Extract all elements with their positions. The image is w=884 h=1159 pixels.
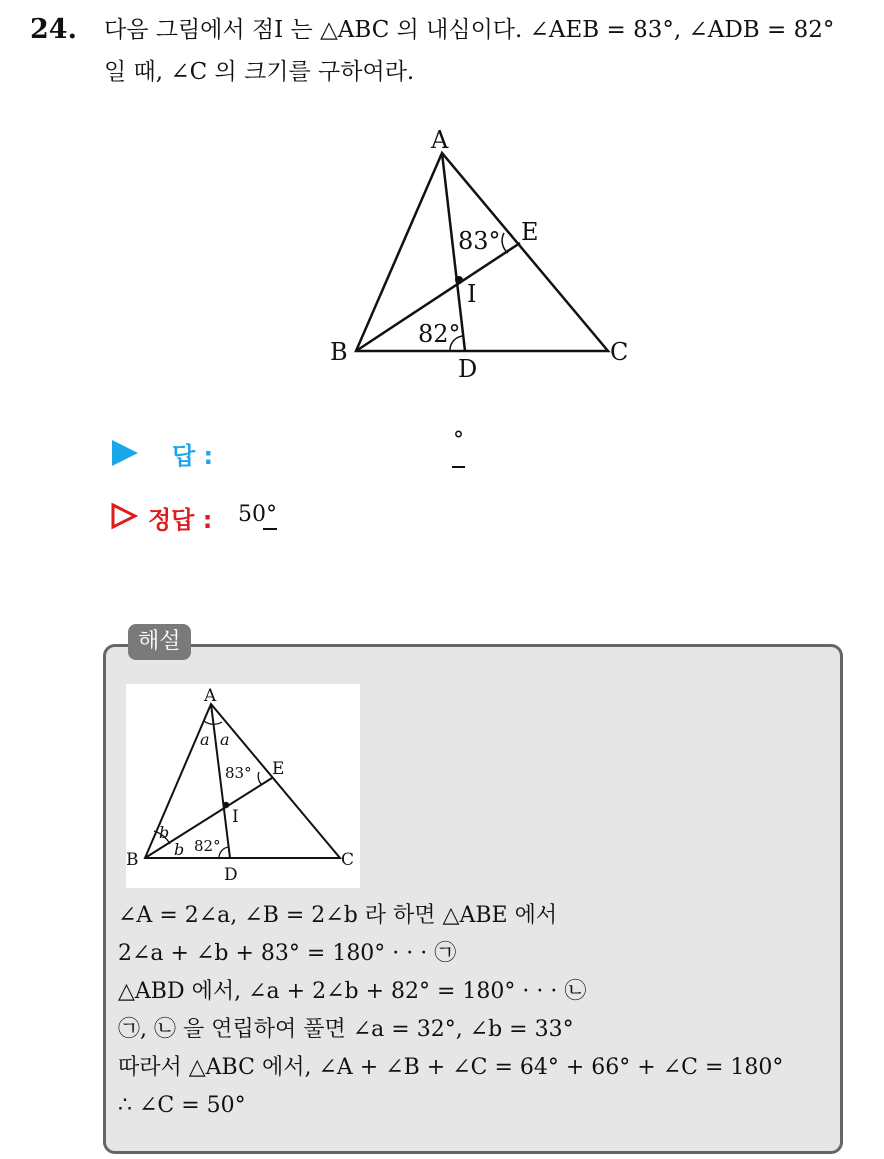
solution-line-6: ∴ ∠C = 50° — [118, 1093, 246, 1118]
sol-label-a-right: a — [220, 730, 230, 749]
label-e: E — [521, 218, 539, 246]
sol-label-e: E — [272, 759, 285, 779]
sol-label-b-upper: b — [159, 823, 170, 842]
sol-label-a: A — [204, 686, 217, 706]
label-b: B — [330, 338, 348, 366]
label-angle-aeb: 83° — [458, 227, 501, 255]
solution-triangle-figure — [126, 684, 360, 888]
answer-unit: ° — [453, 428, 464, 453]
solution-arc-angle-aeb — [258, 772, 262, 785]
solution-line-3: △ABD 에서, ∠a + 2∠b + 82° = 180° · · · ㉡ — [118, 979, 587, 1004]
incenter-point — [455, 276, 463, 284]
outline-arrow-icon — [110, 502, 138, 530]
sol-label-b: B — [126, 850, 139, 870]
solution-incenter-point — [223, 802, 229, 808]
answer-input[interactable] — [440, 432, 488, 468]
solution-figure-panel — [126, 684, 360, 888]
sol-label-d: D — [224, 865, 238, 885]
sol-label-c: C — [341, 850, 355, 870]
label-d: D — [458, 355, 478, 383]
label-angle-adb: 82° — [418, 320, 461, 348]
correct-answer-value: 50° — [238, 502, 277, 527]
label-a: A — [431, 126, 449, 154]
sol-label-angle-adb: 82° — [194, 837, 221, 855]
play-arrow-icon — [112, 440, 138, 466]
correct-answer-underline — [263, 528, 277, 530]
answer-label: 답 : — [172, 442, 214, 470]
label-i: I — [467, 280, 477, 308]
solution-line-1: ∠A = 2∠a, ∠B = 2∠b 라 하면 △ABE 에서 — [118, 903, 558, 928]
triangle-figure — [322, 120, 642, 390]
question-number: 24. — [30, 14, 77, 45]
solution-line-5: 따라서 △ABC 에서, ∠A + ∠B + ∠C = 64° + 66° + ∠C = 180° — [118, 1055, 784, 1080]
label-c: C — [610, 338, 629, 366]
sol-label-i: I — [232, 807, 239, 827]
sol-label-b-lower: b — [174, 840, 185, 859]
sol-label-angle-aeb: 83° — [225, 764, 252, 782]
question-text-line-2: 일 때, ∠C 의 크기를 구하여라. — [104, 59, 415, 85]
solution-tab: 해설 — [128, 624, 191, 660]
sol-label-a-left: a — [200, 730, 210, 749]
question-text-line-1: 다음 그림에서 점I 는 △ABC 의 내심이다. ∠AEB = 83°, ∠ADB = 82° — [104, 17, 835, 43]
solution-line-4: ㉠, ㉡ 을 연립하여 풀면 ∠a = 32°, ∠b = 33° — [118, 1017, 574, 1042]
answer-underline — [452, 466, 465, 468]
solution-line-2: 2∠a + ∠b + 83° = 180° · · · ㉠ — [118, 941, 457, 966]
correct-answer-label: 정답 : — [148, 506, 213, 534]
